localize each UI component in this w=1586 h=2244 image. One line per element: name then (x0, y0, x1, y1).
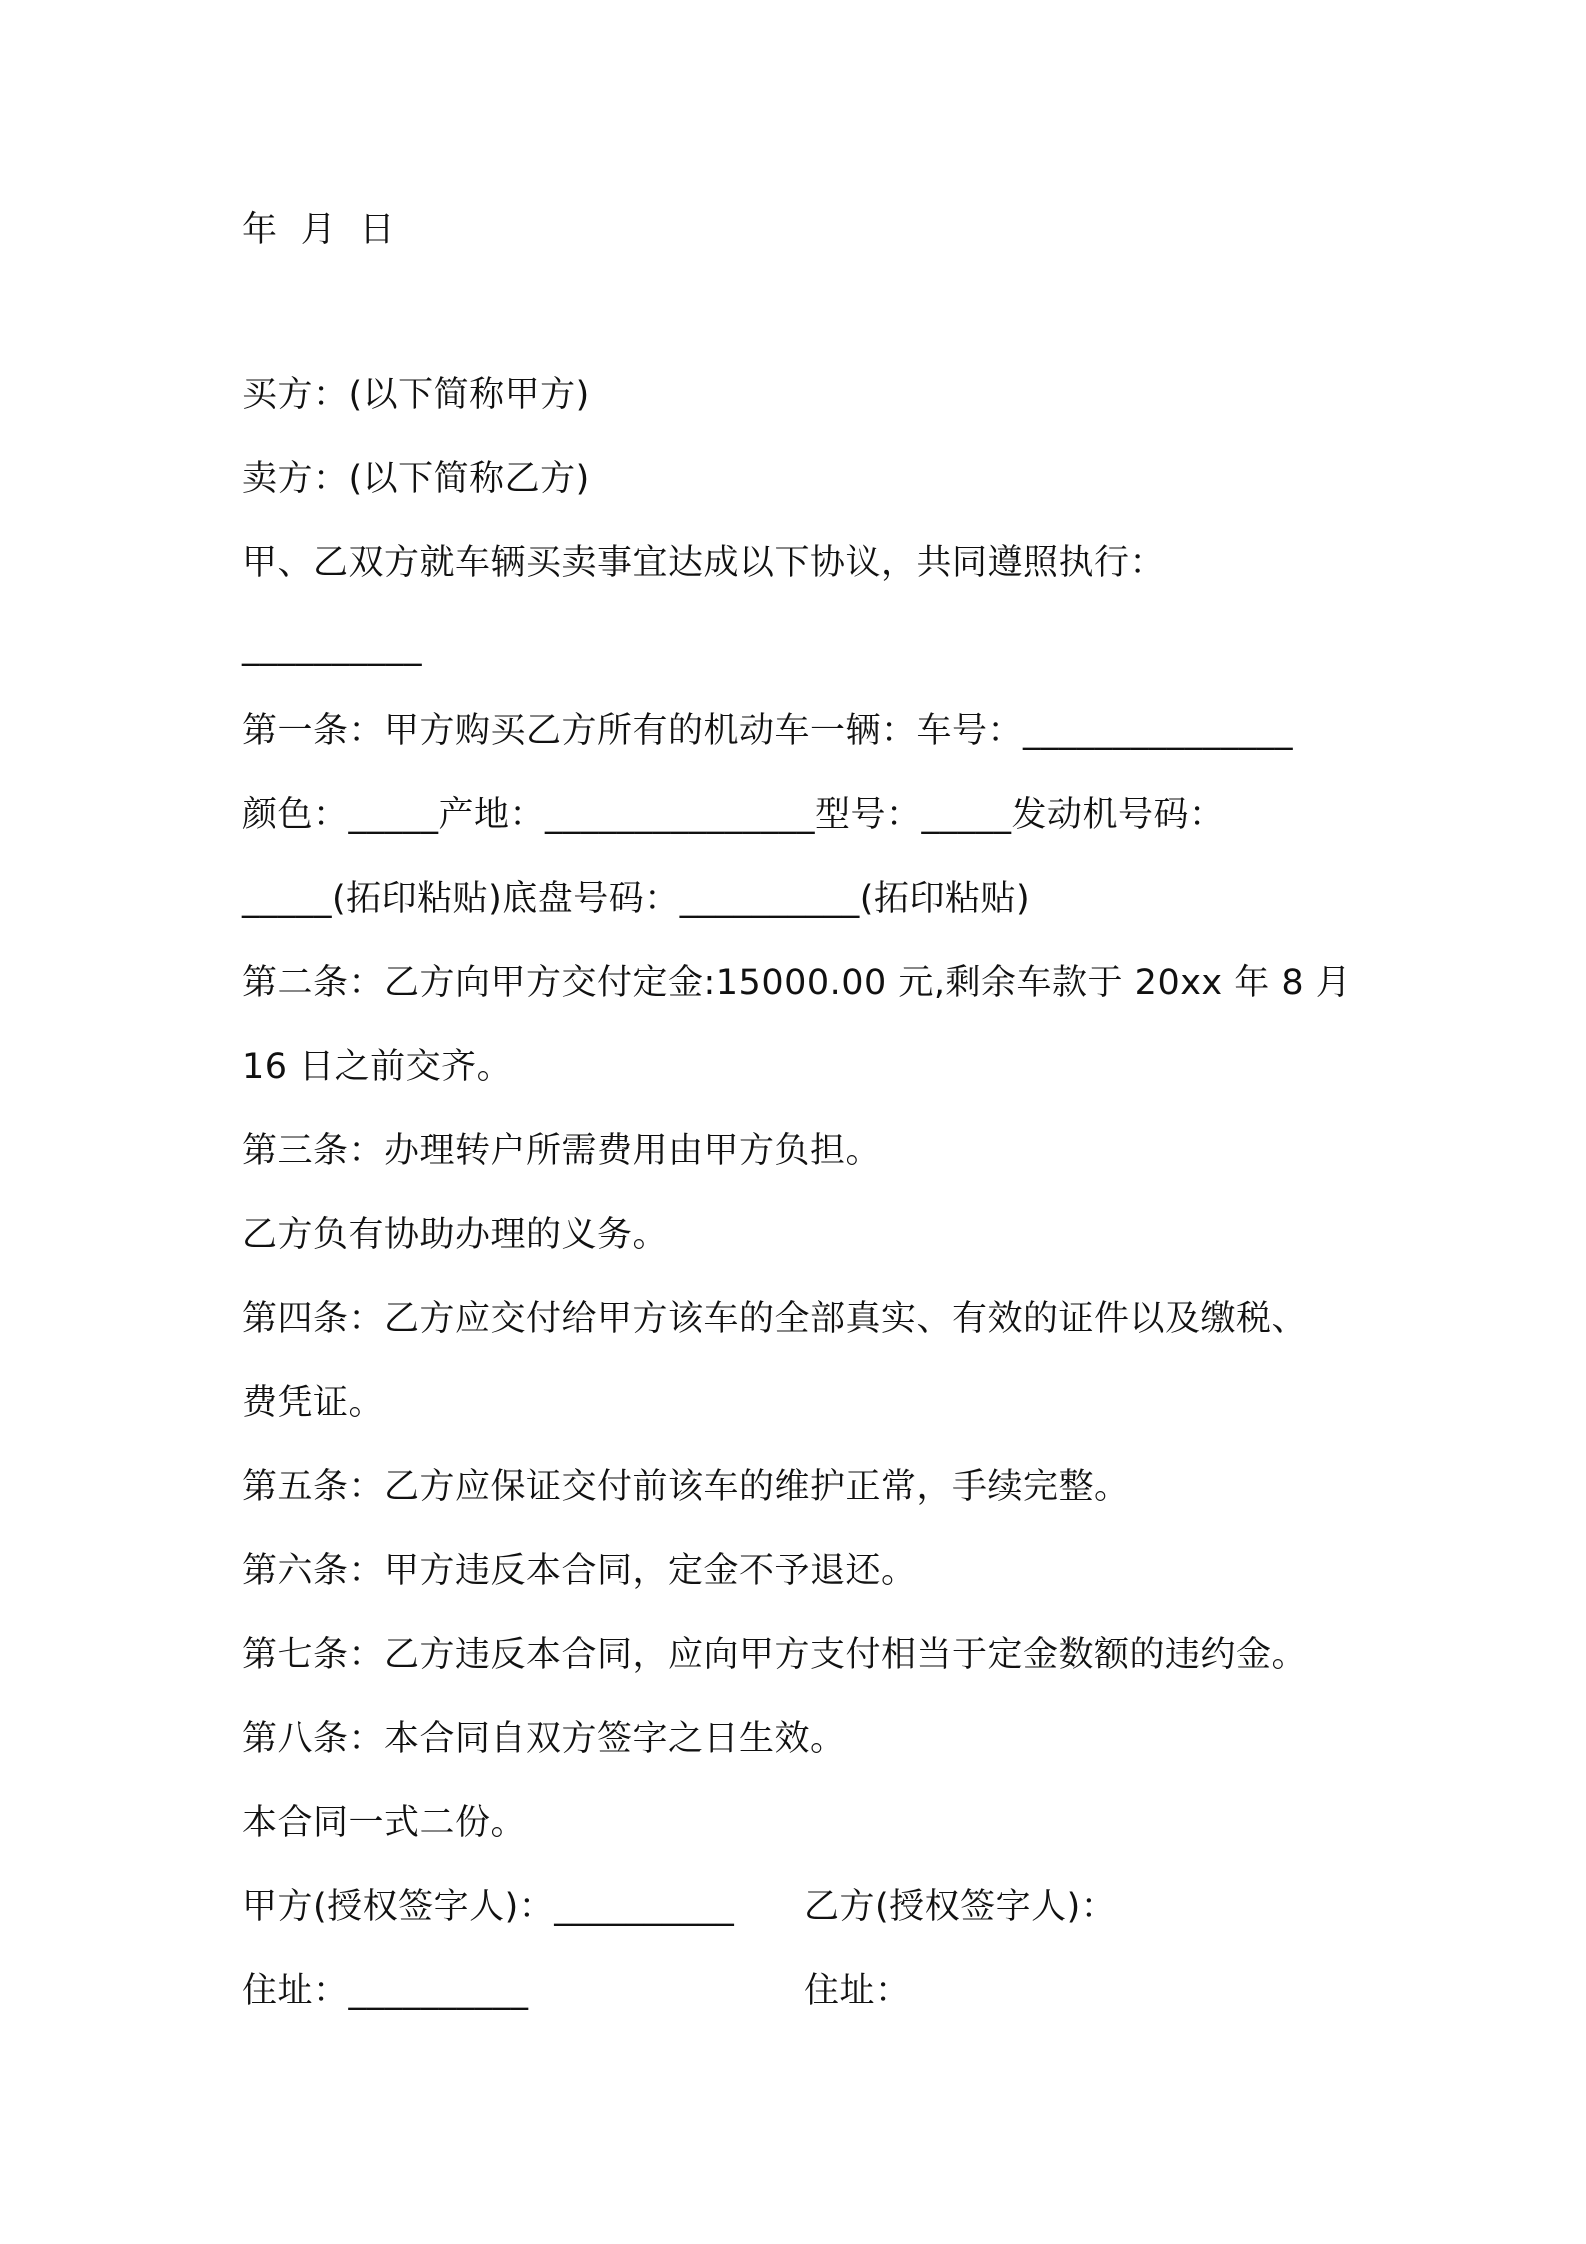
article-4-line-1: 第四条：乙方应交付给甲方该车的全部真实、有效的证件以及缴税、 (242, 1299, 1308, 1339)
article-1-line-3: _____(拓印粘贴)底盘号码：__________(拓印粘贴) (242, 879, 1031, 919)
party-b-signature: 乙方(授权签字人)： (804, 1887, 1117, 1927)
article-3-line-1: 第三条：办理转户所需费用由甲方负担。 (242, 1131, 882, 1171)
intro-line: 甲、乙双方就车辆买卖事宜达成以下协议，共同遵照执行： (242, 543, 1166, 583)
article-7: 第七条：乙方违反本合同，应向甲方支付相当于定金数额的违约金。 (242, 1635, 1308, 1675)
article-1-line-2: 颜色：_____产地：_______________型号：_____发动机号码： (242, 795, 1225, 835)
article-2-line-1: 第二条：乙方向甲方交付定金:15000.00 元,剩余车款于 20xx 年 8 月 (242, 963, 1352, 1003)
article-8: 第八条：本合同自双方签字之日生效。 (242, 1719, 846, 1759)
article-3-line-2: 乙方负有协助办理的义务。 (242, 1215, 669, 1255)
article-1-line-1: 第一条：甲方购买乙方所有的机动车一辆：车号：_______________ (242, 711, 1294, 751)
date-line: 年 月 日 (242, 210, 396, 250)
party-a-signature: 甲方(授权签字人)：__________ (242, 1887, 735, 1927)
party-b-address: 住址： (804, 1971, 911, 2011)
seller-line: 卖方：(以下简称乙方) (242, 459, 590, 499)
article-2-line-2: 16 日之前交齐。 (242, 1047, 513, 1087)
copies-line: 本合同一式二份。 (242, 1803, 527, 1843)
party-a-address: 住址：__________ (242, 1971, 529, 2011)
article-4-line-2: 费凭证。 (242, 1383, 385, 1423)
article-6: 第六条：甲方违反本合同，定金不予退还。 (242, 1551, 917, 1591)
article-5: 第五条：乙方应保证交付前该车的维护正常，手续完整。 (242, 1467, 1130, 1507)
blank-line: __________ (242, 627, 422, 667)
buyer-line: 买方：(以下简称甲方) (242, 375, 590, 415)
